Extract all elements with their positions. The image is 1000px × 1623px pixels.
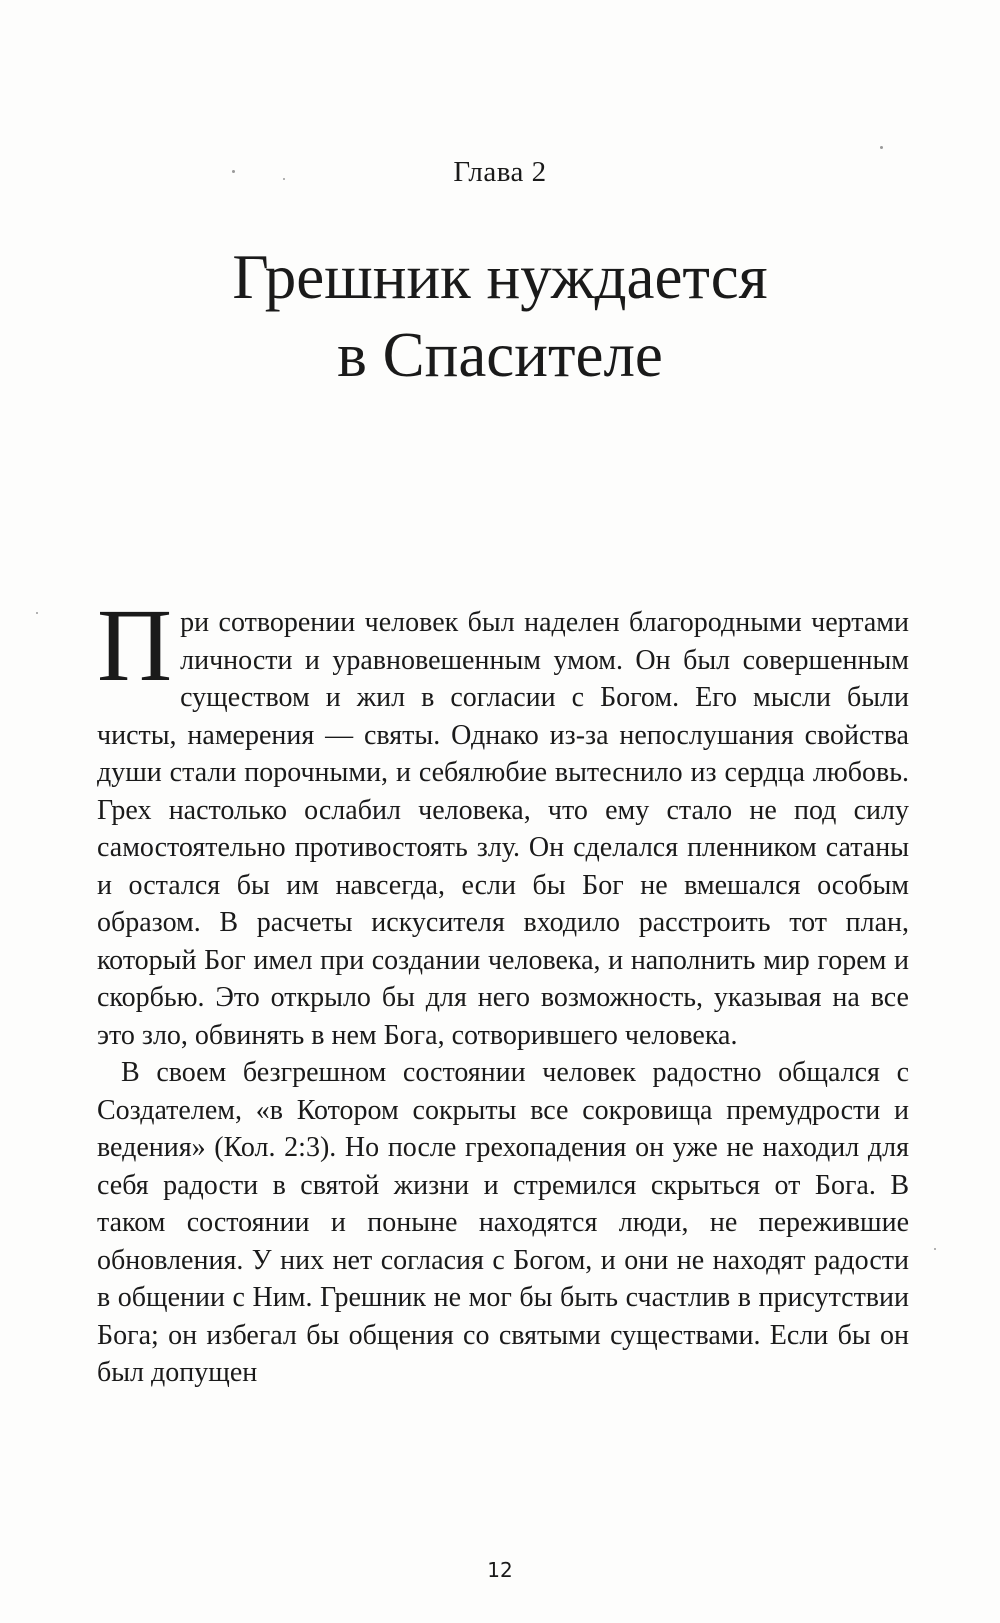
chapter-label: Глава 2 — [453, 156, 547, 188]
print-speck — [36, 612, 38, 614]
chapter-title-line-2: в Спасителе — [337, 320, 663, 390]
chapter-title — [0, 238, 1000, 394]
print-speck — [934, 1248, 936, 1250]
paragraph-1 — [97, 588, 909, 1054]
print-speck — [880, 146, 883, 149]
paragraph-2: В своем безгрешном состоянии человек радостно общался с Создателем, «в Котором сокрыты все сокровища премудрости и ведения» (Кол. 2:3). Но после грехопадения он уже не находил для себя радости в святой жизни и стремился скрыться от Бога. В таком состоянии и поныне находятся люди, не пережившие обновления. У них нет согласия с Богом, и они не находят радости в общении с Ним. Грешник не мог бы быть счастлив в присутствии Бога; он избегал бы общения со святыми существами. Если бы он был допущен — [97, 1057, 909, 1388]
chapter-title-line-1: Грешник нуждается — [232, 242, 768, 312]
page-number: 12 — [487, 1558, 513, 1582]
body-text — [97, 588, 909, 1392]
drop-cap: П — [97, 588, 173, 703]
paragraph-1-text: ри сотворении человек был наделен благородными чертами личности и уравновешенным умом. Он был совершенным существом и жил в согласии с Богом. Его мысли были чисты, намерения — святы. Однако из-за непослушания свойства души стали порочными, и себялюбие вытеснило из сердца любовь. Грех настолько ослабил человека, что ему стало не под силу самостоятельно противостоять злу. Он сделался пленником сатаны и остался бы им навсегда, если бы Бог не вмешался особым образом. В расчеты искусителя входило расстроить тот план, который Бог имел при создании человека, и наполнить мир горем и скорбью. Это открыло бы для него возможность, указывая на все это зло, обвинять в нем Бога, сотворившего человека. — [97, 607, 909, 1051]
